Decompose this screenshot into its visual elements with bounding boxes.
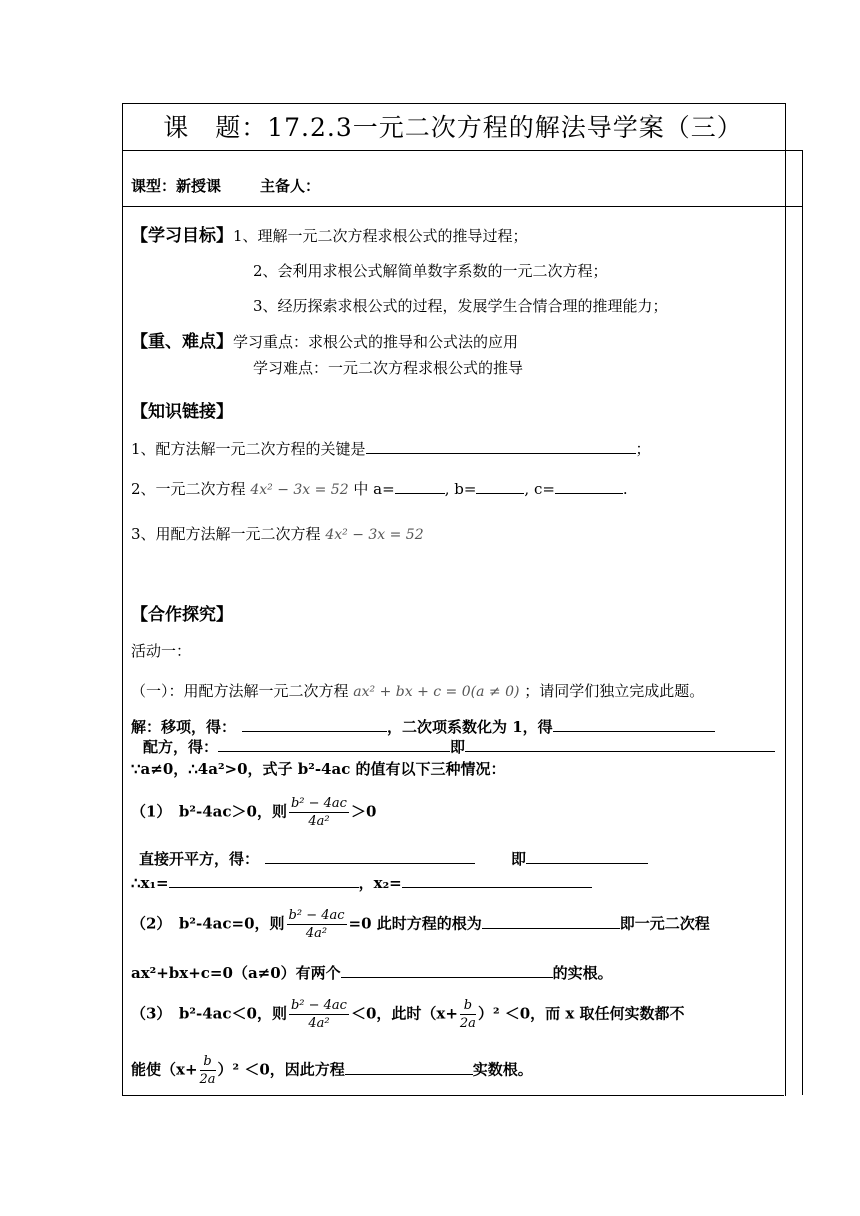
blank-c[interactable] xyxy=(555,479,623,494)
blank-complete[interactable] xyxy=(218,737,450,752)
fraction-denominator: 4a² xyxy=(305,926,328,941)
blank-b[interactable] xyxy=(476,479,524,494)
objectives-heading: 【学习目标】 xyxy=(131,226,233,246)
activity-label: 活动一： xyxy=(131,642,192,660)
case3-row xyxy=(131,997,685,1032)
blank-x2[interactable] xyxy=(402,873,592,888)
case3-line2 xyxy=(131,1053,533,1088)
solution-move: 解：移项，得： xyxy=(131,718,237,736)
key-focus: 学习重点：求根公式的推导和公式法的应用 xyxy=(233,333,519,351)
because-line: ∵a≠0，∴4a²>0，式子 b²-4ac 的值有以下三种情况： xyxy=(131,760,506,778)
solution-line2 xyxy=(131,736,775,757)
case1-row xyxy=(131,795,376,830)
knowledge-q3 xyxy=(131,523,424,544)
lesson-type: 课型：新授课 xyxy=(131,177,222,195)
case1-label: （1） b²-4ac＞0，则 xyxy=(131,802,287,821)
blank-sqrt-ji[interactable] xyxy=(526,849,648,864)
fraction-numerator: b² − 4ac xyxy=(290,998,347,1013)
fraction-numerator: b² − 4ac xyxy=(288,908,345,923)
case2-line2-end: 的实根。 xyxy=(552,964,613,982)
case1-direct: 直接开平方，得： xyxy=(139,850,260,868)
part1-row xyxy=(131,680,704,701)
case2-eq0: =0 此时方程的根为 xyxy=(348,914,482,933)
fraction-2a: 2a xyxy=(459,1016,476,1031)
knowledge-q2-c: , c= xyxy=(524,480,555,498)
knowledge-q1-end: ； xyxy=(635,440,651,458)
fraction-denominator: 4a² xyxy=(308,814,330,829)
solution-ji: 即 xyxy=(450,738,466,756)
equation-q3: 4x² − 3x = 52 xyxy=(325,527,424,543)
case2-line2 xyxy=(131,962,613,983)
equation-q2: 4x² − 3x = 52 xyxy=(250,482,349,498)
knowledge-q1 xyxy=(131,438,651,459)
equation-general: ax² + bx + c = 0(a ≠ 0) xyxy=(353,684,520,700)
knowledge-q2 xyxy=(131,478,628,499)
solution-normalize: ，二次项系数化为 1，得 xyxy=(387,718,553,736)
divider-title xyxy=(122,150,784,151)
fraction-b-over-2a xyxy=(460,997,476,1032)
case2-label: （2） b²-4ac=0，则 xyxy=(131,914,285,933)
knowledge-q2-end: . xyxy=(622,480,628,498)
knowledge-q3-text: 3、用配方法解一元二次方程 xyxy=(131,525,321,543)
case1-ji: 即 xyxy=(511,850,527,868)
case1-direct-row xyxy=(131,848,648,869)
part1-text: （一）：用配方法解一元二次方程 xyxy=(131,682,349,700)
case3-post: ）² ＜0，而 x 取任何实数都不 xyxy=(477,1004,685,1023)
keypoints-row xyxy=(131,327,518,352)
fraction-2a: 2a xyxy=(199,1072,216,1087)
fraction-b: b xyxy=(460,997,476,1015)
blank-equal-roots[interactable] xyxy=(341,963,553,978)
blank-no-real-roots[interactable] xyxy=(345,1060,473,1075)
blank-sqrt[interactable] xyxy=(265,849,475,864)
solution-complete: 配方，得： xyxy=(143,738,219,756)
case3-line2-text: 能使（x+ xyxy=(131,1060,198,1079)
fraction-discriminant xyxy=(287,907,347,942)
objective-3: 3、经历探索求根公式的过程，发展学生合情合理的推理能力； xyxy=(253,297,668,315)
blank-ji[interactable] xyxy=(465,737,775,752)
blank-double-root[interactable] xyxy=(482,914,620,929)
blank-move[interactable] xyxy=(242,717,387,732)
objective-1: 1、理解一元二次方程求根公式的推导过程； xyxy=(233,227,528,245)
case2-line2-text: ax²+bx+c=0（a≠0）有两个 xyxy=(131,964,341,982)
case3-mid: ＜0，此时（x+ xyxy=(350,1004,458,1023)
table-border-ext-mid xyxy=(784,206,803,207)
case1-x2: ，x₂= xyxy=(358,874,402,892)
fraction-discriminant xyxy=(289,795,349,830)
case1-x1: ∴x₁= xyxy=(131,874,169,892)
blank-normalize[interactable] xyxy=(553,717,715,732)
page-title: 课 题：17.2.3一元二次方程的解法导学案（三） xyxy=(163,113,743,142)
blank-q1[interactable] xyxy=(366,439,636,454)
table-border-bottom xyxy=(122,1095,784,1096)
case3-label: （3） b²-4ac＜0，则 xyxy=(131,1004,287,1023)
knowledge-q2-text: 2、一元二次方程 xyxy=(131,480,246,498)
knowledge-q2-b: , b= xyxy=(444,480,477,498)
fraction-discriminant xyxy=(289,997,349,1032)
case3-line2-mid: ）² ＜0，因此方程 xyxy=(217,1060,345,1079)
divider-meta xyxy=(122,206,784,207)
fraction-b: b xyxy=(200,1053,216,1071)
keypoints-heading: 【重、难点】 xyxy=(131,332,233,352)
case2-row xyxy=(131,907,710,942)
preparer: 主备人： xyxy=(260,177,321,195)
fraction-numerator: b² − 4ac xyxy=(290,796,347,811)
case1-roots-row xyxy=(131,872,592,893)
part1-instruction: ；请同学们独立完成此题。 xyxy=(524,682,705,700)
objectives-row xyxy=(131,221,528,246)
blank-a[interactable] xyxy=(395,479,445,494)
case3-line2-end: 实数根。 xyxy=(472,1060,533,1079)
knowledge-q1-text: 1、配方法解一元二次方程的关键是 xyxy=(131,440,366,458)
key-difficulty: 学习难点：一元二次方程求根公式的推导 xyxy=(253,359,524,377)
case2-post: 即一元二次程 xyxy=(619,914,710,933)
table-border-ext-top xyxy=(784,150,803,151)
knowledge-heading: 【知识链接】 xyxy=(131,402,233,422)
objective-2: 2、会利用求根公式解简单数字系数的一元二次方程； xyxy=(253,262,608,280)
blank-x1[interactable] xyxy=(169,873,359,888)
explore-heading: 【合作探究】 xyxy=(131,605,233,625)
fraction-b-over-2a xyxy=(200,1053,216,1088)
knowledge-q2-a: 中 a= xyxy=(353,480,395,498)
table-border-outer-right xyxy=(802,150,803,1095)
fraction-denominator: 4a² xyxy=(308,1016,330,1031)
case1-gt: ＞0 xyxy=(350,802,377,821)
solution-line1 xyxy=(131,716,715,737)
